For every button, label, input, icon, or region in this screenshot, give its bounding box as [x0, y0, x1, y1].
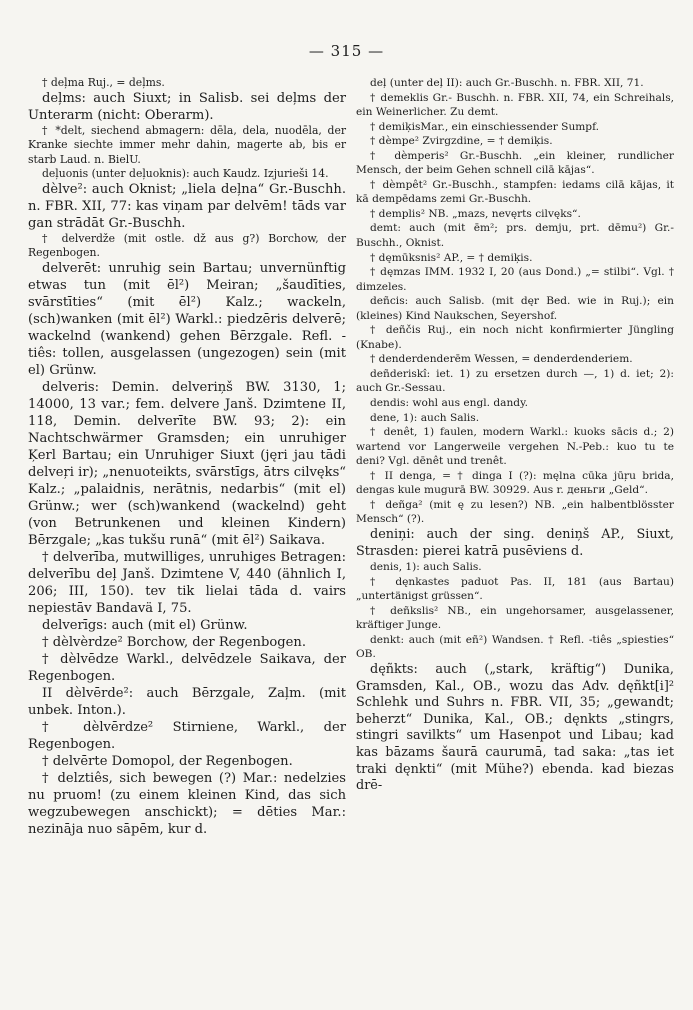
dictionary-entry: † demeklis Gr.- Buschh. n. FBR. XII, 74, ein Schreihals, ein Weinerlicher. Zu demt.	[356, 91, 674, 119]
dictionary-entry: denkt: auch (mit eñ²) Wandsen. † Refl. -tiês „spiesties“ OB.	[356, 633, 674, 661]
dictionary-entry: deļms: auch Siuxt; in Salisb. sei deļms der Unterarm (nicht: Oberarm).	[28, 91, 346, 124]
dictionary-entry: † delverība, mutwilliges, unruhiges Betragen: delverību deļ Janš. Dzimtene V, 440 (ähnlich I, 206; III, 150). tev tik lielai tāda d. vairs nepiestāv Bandavä I, 75.	[28, 550, 346, 617]
dictionary-entry: delveris: Demin. delveriņš BW. 3130, 1; 14000, 13 var.; fem. delvere Janš. Dzimtene II, 118, Demin. delverīte BW. 93; 2): ein Nachtschwärmer Gramsden; ein unruhiger Ķerl Bartau; ein Unruhiger Siuxt (jęri jau tādi delveŗi ir); „nenuoteikts, svārstīgs, ātrs cilvęks“ Kalz.; „palaidnis, nerātnis, nedarbis“ (mit el) Grünw.; wer (sch)wankend (wackelnd) geht (von Betrunkenen und kleinen Kindern) Bērzgale; „kas tukšu runā“ (mit ēl²) Saikava.	[28, 380, 346, 549]
right-column	[356, 76, 674, 795]
dictionary-entry: II dèlvērde²: auch Bērzgale, Zaļm. (mit unbek. Inton.).	[28, 686, 346, 719]
dictionary-entry: † dèlvèrdze² Borchow, der Regenbogen.	[42, 635, 306, 651]
left-column	[28, 76, 346, 838]
dictionary-entry: † delztiês, sich bewegen (?) Mar.: nedelzies nu pruom! (zu einem kleinen Kind, das sich wegzubewegen anschickt); = dēties Mar.: nezināja nuo sāpēm, kur d.	[28, 771, 346, 838]
dictionary-entry: † deļma Ruj., = deļms.	[42, 76, 165, 89]
dictionary-entry: † delverdže (mit ostle. dž aus g?) Borchow, der Regenbogen.	[28, 232, 346, 260]
dictionary-entry: † demiķisMar., ein einschiessender Sumpf.	[370, 120, 600, 133]
page-number: — 315 —	[308, 42, 385, 60]
dictionary-entry: deļ (unter deļ II): auch Gr.-Buschh. n. FBR. XII, 71.	[370, 77, 644, 89]
dictionary-entry: delverēt: unruhig sein Bartau; unvernünftig etwas tun (mit ēl²) Meiran; „šaudīties, svārstīties“ (mit ēl²) Kalz.; wackeln, (sch)wanken (mit ēl²) Warkl.: piedzēris delverē; wackelnd (wankend) gehen Bērzgale. Refl. -tiês: tollen, ausgelassen (ungezogen) sein (mit el) Grünw.	[28, 261, 346, 379]
dictionary-entry: † dęnkastes paduot Pas. II, 181 (aus Bartau) „untertänigst grüssen“.	[356, 575, 674, 603]
dictionary-entry: † dèlvērdze² Stirniene, Warkl., der Regenbogen.	[28, 720, 346, 753]
dictionary-entry: deļuonis (unter deļuoknis): auch Kaudz. Izjurieši 14.	[42, 166, 329, 180]
dictionary-entry: † dèmpe² Zvirgzdine, = † demiķis.	[370, 135, 553, 148]
dictionary-entry: † dèmperis² Gr.-Buschh. „ein kleiner, rundlicher Mensch, der beim Gehen schnell cilā kājas“.	[356, 149, 674, 177]
dictionary-entry: † deñga² (mit ę zu lesen?) NB. „ein halbentblösster Mensch“ (?).	[356, 498, 674, 526]
dictionary-entry: † dęmzas IMM. 1932 I, 20 (aus Dond.) „= stilbi“. Vgl. † dimzeles.	[356, 266, 674, 293]
dictionary-entry: demt: auch (mit ēm²; prs. demju, prt. dēmu²) Gr.-Buschh., Oknist.	[356, 222, 674, 250]
dictionary-entry: † dęmūksnis² AP., = † demiķis.	[370, 251, 533, 264]
dictionary-entry: dęñkts: auch („stark, kräftig“) Dunika, Gramsden, Kal., OB., wozu das Adv. dęñkt[i]² Schlehk und Suhrs n. FBR. VII, 35; „gewandt; beherzt“ Dunika, Kal., OB.; dęnkts „stingrs, stingri savilkts“ um Hasenpot und Libau; kad kas bāzams šaurā caurumā, tad saka: „tas iet traki dęnkti“ (mit Mühe?) ebenda. kad biezas drē-	[356, 661, 674, 794]
dictionary-entry: dèlve²: auch Oknist; „liela deļna“ Gr.-Buschh. n. FBR. XII, 77: kas viņam par delvēm! tāds var gan strādāt Gr.-Buschh.	[28, 182, 346, 232]
dictionary-entry: † *delt, siechend abmagern: dēla, dela, nuodēla, der Kranke siechte immer mehr dahin, magerte ab, bis er starb Laud. n. BielU.	[28, 124, 346, 166]
dictionary-entry: denis, 1): auch Salis.	[370, 561, 482, 574]
dictionary-entry: † denderdenderēm Wessen, = denderdenderiem.	[370, 353, 633, 366]
dictionary-entry: deniņi: auch der sing. deniņš AP., Siuxt, Strasden: pierei katrā pusēviens d.	[356, 526, 674, 559]
dictionary-entry: deñderiskî: iet. 1) zu ersetzen durch —, 1) d. iet; 2): auch Gr.-Sessau.	[356, 367, 674, 395]
dictionary-entry: † dèlvēdze Warkl., delvēdzele Saikava, der Regenbogen.	[28, 652, 346, 685]
dictionary-entry: † II denga, = † dinga I (?): męlna cūka jūŗu brida, dengas kule mugurā BW. 30929. Aus r. деньги „Geld“.	[356, 469, 674, 497]
dictionary-entry: † denêt, 1) faulen, modern Warkl.: kuoks sācis d.; 2) wartend vor Langerweile vergehen N.-Peb.: kuo tu te deni? Vgl. dēnêt und trenêt.	[356, 426, 674, 468]
dictionary-entry: dene, 1): auch Salis.	[370, 411, 480, 424]
dictionary-entry: delverīgs: auch (mit el) Grünw.	[42, 618, 248, 634]
dictionary-entry: † deñčis Ruj., ein noch nicht konfirmierter Jüngling (Knabe).	[356, 324, 674, 351]
dictionary-entry: † demplis² NB. „mazs, nevęrts cilvęks“.	[370, 207, 581, 220]
dictionary-entry: † dèmpêt² Gr.-Buschh., stampfen: iedams cilā kājas, it kā dempēdams zemi Gr.-Buschh.	[356, 178, 674, 206]
dictionary-entry: † delvērte Domopol, der Regenbogen.	[42, 754, 293, 770]
dictionary-entry: deñcis: auch Salisb. (mit dęr Bed. wie in Ruj.); ein (kleines) Kind Naukschen, Seyershof.	[356, 295, 674, 322]
dictionary-entry: † deñkslis² NB., ein ungehorsamer, ausgelassener, kräftiger Junge.	[356, 604, 674, 632]
dictionary-entry: dendis: wohl aus engl. dandy.	[370, 397, 529, 410]
